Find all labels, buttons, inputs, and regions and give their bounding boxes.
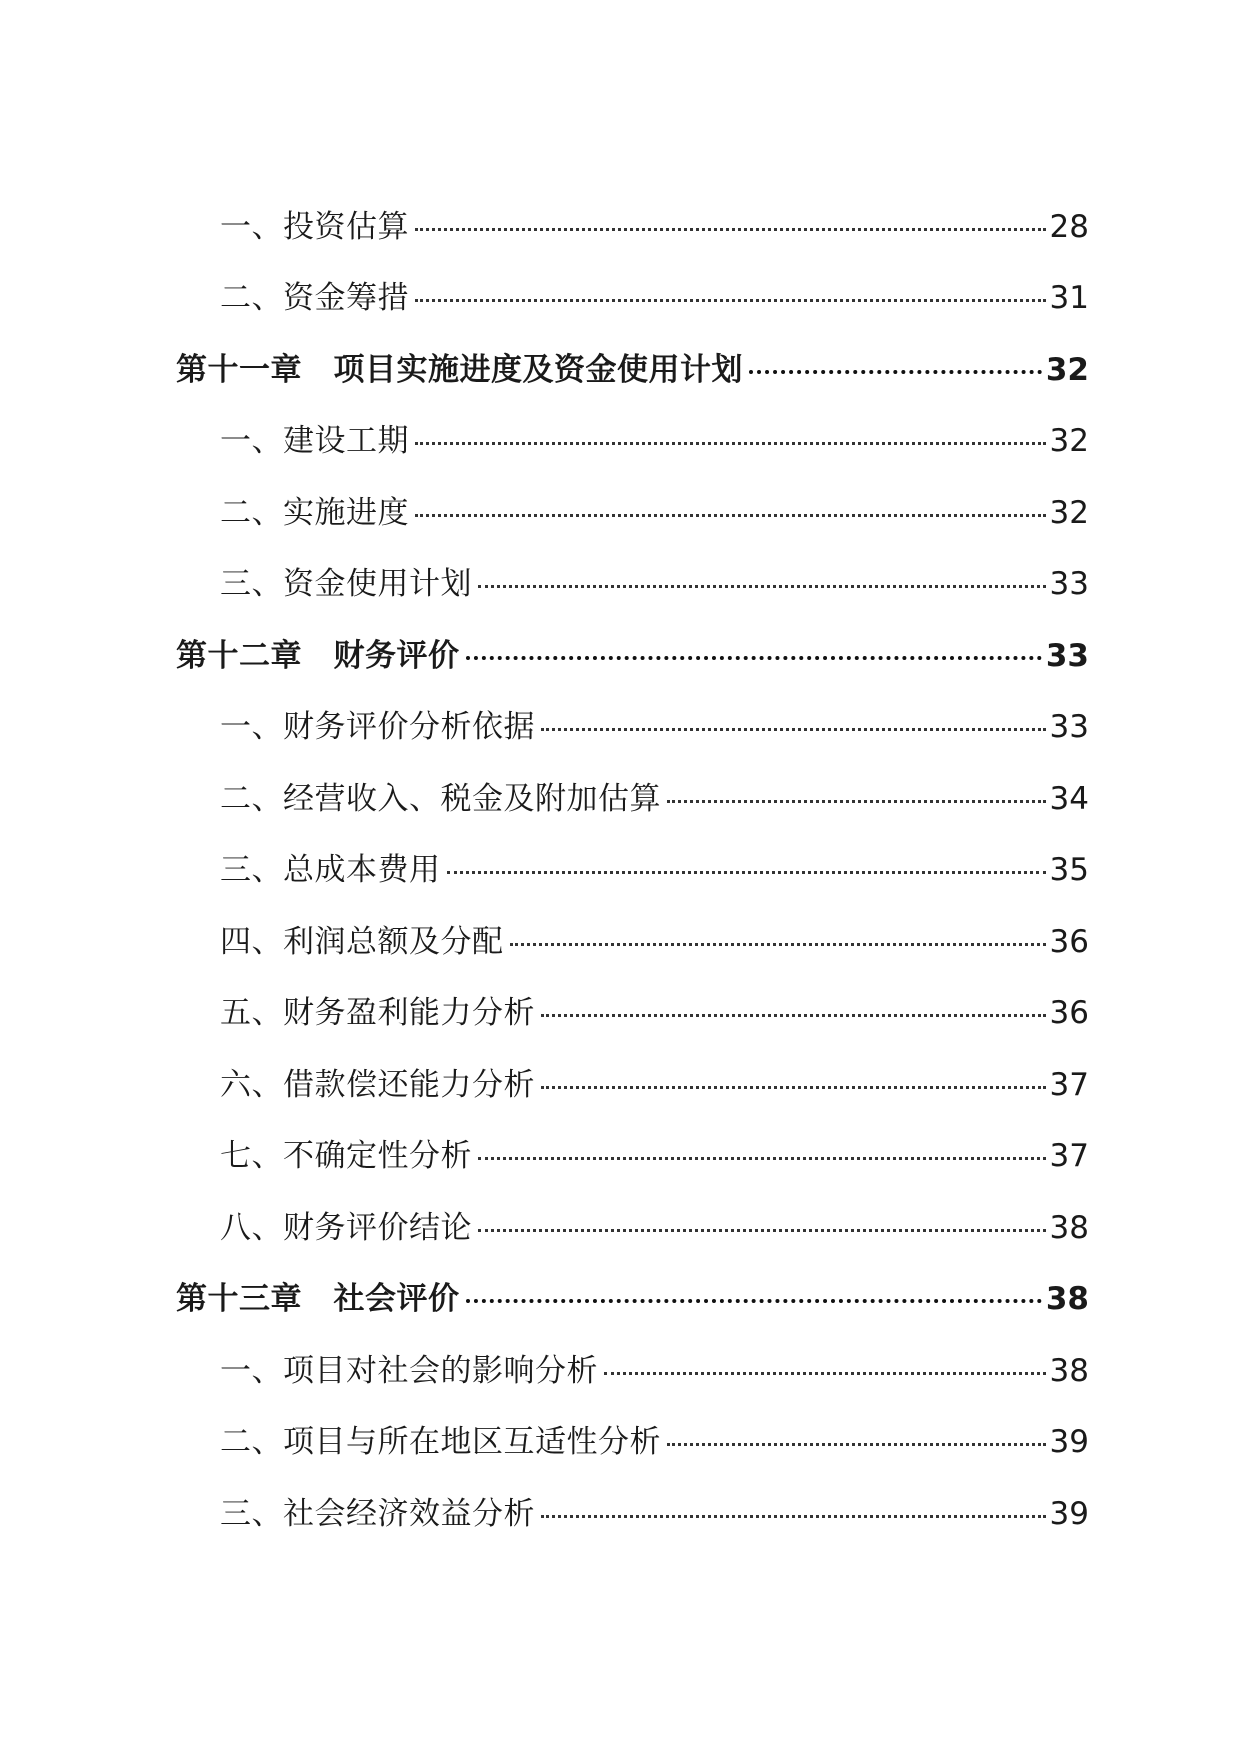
dot-leader bbox=[466, 656, 1042, 660]
dot-leader bbox=[541, 728, 1046, 731]
toc-entry-label: 二、实施进度 bbox=[220, 494, 409, 531]
toc-entry-label: 一、财务评价分析依据 bbox=[220, 709, 535, 745]
toc-entry-label: 二、项目与所在地区互适性分析 bbox=[220, 1424, 661, 1460]
toc-chapter-page: 32 bbox=[1045, 351, 1089, 388]
dot-leader bbox=[510, 943, 1046, 946]
toc-chapter-entry[interactable] bbox=[0, 1247, 1241, 1319]
dot-leader bbox=[749, 370, 1042, 374]
toc-entry-page: 36 bbox=[1049, 923, 1089, 960]
toc-entry-page: 33 bbox=[1049, 709, 1089, 745]
toc-entry-page: 33 bbox=[1049, 566, 1089, 602]
dot-leader bbox=[415, 442, 1046, 445]
toc-entry-label: 四、利润总额及分配 bbox=[220, 923, 504, 960]
toc-entry[interactable] bbox=[0, 818, 1241, 890]
dot-leader bbox=[667, 800, 1046, 803]
toc-entry-page: 32 bbox=[1049, 423, 1089, 459]
toc-entry-page: 38 bbox=[1049, 1352, 1089, 1389]
toc-entry-page: 37 bbox=[1049, 1066, 1089, 1103]
toc-entry-page: 39 bbox=[1049, 1424, 1089, 1460]
toc-entry-label: 二、资金筹措 bbox=[220, 280, 409, 316]
toc-chapter-entry[interactable] bbox=[0, 603, 1241, 675]
toc-entry[interactable] bbox=[0, 389, 1241, 461]
toc-entry-label: 一、建设工期 bbox=[220, 423, 409, 459]
toc-entry[interactable] bbox=[0, 1318, 1241, 1390]
toc-entry-page: 36 bbox=[1049, 995, 1089, 1031]
toc-entry-label: 七、不确定性分析 bbox=[220, 1138, 472, 1174]
dot-leader bbox=[415, 299, 1046, 302]
toc-chapter-label: 第十二章 财务评价 bbox=[176, 637, 460, 674]
toc-entry-label: 五、财务盈利能力分析 bbox=[220, 995, 535, 1031]
toc-entry-label: 三、社会经济效益分析 bbox=[220, 1495, 535, 1532]
toc-entry-page: 37 bbox=[1049, 1138, 1089, 1174]
toc-entry[interactable] bbox=[0, 675, 1241, 747]
dot-leader bbox=[478, 585, 1046, 588]
dot-leader bbox=[478, 1157, 1046, 1160]
toc-entry-page: 28 bbox=[1049, 208, 1089, 245]
toc-entry[interactable] bbox=[0, 1104, 1241, 1176]
toc-chapter-label: 第十一章 项目实施进度及资金使用计划 bbox=[176, 351, 743, 388]
toc-entry-label: 六、借款偿还能力分析 bbox=[220, 1066, 535, 1103]
toc-entry[interactable] bbox=[0, 889, 1241, 961]
table-of-contents bbox=[0, 174, 1241, 1533]
toc-entry[interactable] bbox=[0, 460, 1241, 532]
toc-entry[interactable] bbox=[0, 746, 1241, 818]
toc-entry[interactable] bbox=[0, 1175, 1241, 1247]
toc-entry[interactable] bbox=[0, 1032, 1241, 1104]
toc-entry-page: 35 bbox=[1049, 852, 1089, 888]
toc-entry[interactable] bbox=[0, 174, 1241, 246]
toc-entry[interactable] bbox=[0, 1390, 1241, 1462]
dot-leader bbox=[466, 1299, 1042, 1303]
toc-entry-label: 二、经营收入、税金及附加估算 bbox=[220, 780, 661, 817]
toc-entry-page: 38 bbox=[1049, 1209, 1089, 1246]
dot-leader bbox=[541, 1086, 1046, 1089]
dot-leader bbox=[415, 228, 1046, 231]
toc-entry-page: 34 bbox=[1049, 780, 1089, 817]
toc-chapter-page: 33 bbox=[1045, 637, 1089, 674]
toc-entry-page: 39 bbox=[1049, 1495, 1089, 1532]
toc-entry[interactable] bbox=[0, 246, 1241, 318]
toc-entry-label: 三、资金使用计划 bbox=[220, 566, 472, 602]
toc-entry-label: 一、项目对社会的影响分析 bbox=[220, 1352, 598, 1389]
dot-leader bbox=[541, 1515, 1046, 1518]
toc-chapter-label: 第十三章 社会评价 bbox=[176, 1281, 460, 1317]
toc-chapter-entry[interactable] bbox=[0, 317, 1241, 389]
dot-leader bbox=[604, 1372, 1046, 1375]
toc-entry-label: 一、投资估算 bbox=[220, 208, 409, 245]
dot-leader bbox=[667, 1443, 1046, 1446]
dot-leader bbox=[415, 514, 1046, 517]
toc-entry[interactable] bbox=[0, 532, 1241, 604]
dot-leader bbox=[478, 1229, 1046, 1232]
dot-leader bbox=[541, 1014, 1046, 1017]
dot-leader bbox=[447, 871, 1046, 874]
toc-entry[interactable] bbox=[0, 961, 1241, 1033]
toc-entry-label: 三、总成本费用 bbox=[220, 852, 441, 888]
toc-entry-label: 八、财务评价结论 bbox=[220, 1209, 472, 1246]
toc-chapter-page: 38 bbox=[1045, 1281, 1089, 1317]
toc-entry-page: 31 bbox=[1049, 280, 1089, 316]
toc-entry-page: 32 bbox=[1049, 494, 1089, 531]
toc-entry[interactable] bbox=[0, 1461, 1241, 1533]
